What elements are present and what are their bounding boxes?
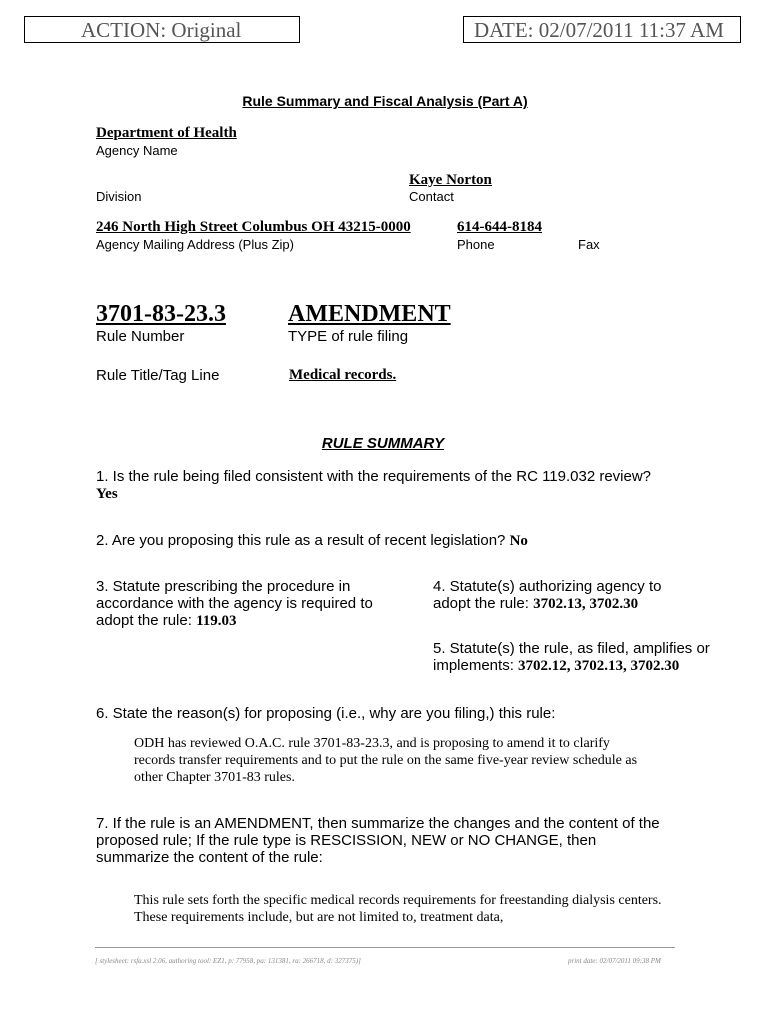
answer-6: ODH has reviewed O.A.C. rule 3701-83-23.3, and is proposing to amend it to clarify records transfer requirements and to put the rule on the same five-year review schedule as other Chapter 3701-83 rules.: [134, 736, 638, 785]
footer-divider: [95, 947, 675, 948]
question-4-text: 4. Statute(s) authorizing agency to adopt the rule:: [433, 578, 662, 612]
footer-print-date: print date: 02/07/2011 09:38 PM: [568, 957, 661, 965]
rule-type-label: TYPE of rule filing: [288, 328, 409, 345]
question-5: [433, 640, 733, 675]
question-5-text: 5. Statute(s) the rule, as filed, amplifies or implements:: [433, 640, 710, 674]
action-box: [24, 16, 300, 43]
footer-stylesheet-info: [ stylesheet: rsfa.xsl 2.06, authoring tool: EZ1, p: 77958, pa: 131381, ra: 266718, d: 327375)]: [95, 957, 361, 965]
contact-label: Contact: [409, 189, 454, 204]
agency-phone: 614-644-8184: [457, 219, 542, 235]
question-3: [96, 578, 388, 630]
answer-4: 3702.13, 3702.30: [533, 596, 639, 612]
answer-2: No: [509, 533, 528, 549]
agency-address: 246 North High Street Columbus OH 43215-0000: [96, 219, 411, 235]
question-3-text: 3. Statute prescribing the procedure in accordance with the agency is required to adopt the rule:: [96, 578, 373, 629]
page-title: Rule Summary and Fiscal Analysis (Part A): [242, 93, 528, 109]
question-2-text: 2. Are you proposing this rule as a result of recent legislation?: [96, 532, 506, 549]
answer-7: This rule sets forth the specific medical records requirements for freestanding dialysis centers. These requirements include, but are not limited to, treatment data,: [134, 893, 662, 925]
answer-5: 3702.12, 3702.13, 3702.30: [518, 658, 680, 674]
phone-label: Phone: [457, 237, 495, 252]
rule-number-label: Rule Number: [96, 328, 185, 345]
agency-name-label: Agency Name: [96, 143, 178, 158]
answer-1: Yes: [96, 486, 118, 502]
agency-name: Department of Health: [96, 125, 237, 141]
division-label: Division: [96, 189, 142, 204]
rule-type: AMENDMENT: [288, 301, 451, 327]
action-text: ACTION: Original: [81, 18, 242, 42]
date-text: DATE: 02/07/2011 11:37 AM: [474, 18, 724, 42]
question-1-text: 1. Is the rule being filed consistent with the requirements of the RC 119.032 review?: [96, 468, 652, 485]
address-label: Agency Mailing Address (Plus Zip): [96, 237, 294, 252]
question-7: 7. If the rule is an AMENDMENT, then summarize the changes and the content of the proposed rule; If the rule type is RESCISSION, NEW or NO CHANGE, then summarize the content of the rule:: [96, 815, 660, 866]
rule-summary-heading: RULE SUMMARY: [321, 435, 445, 452]
answer-3: 119.03: [196, 613, 237, 629]
question-6: 6. State the reason(s) for proposing (i.e., why are you filing,) this rule:: [96, 705, 556, 722]
question-2: [96, 532, 656, 550]
rule-number: 3701-83-23.3: [96, 301, 226, 327]
fax-label: Fax: [578, 237, 600, 252]
contact-name: Kaye Norton: [409, 172, 492, 188]
date-box: [463, 16, 741, 43]
rule-title: Medical records.: [289, 367, 397, 383]
rule-title-label: Rule Title/Tag Line: [96, 367, 220, 384]
question-1: [96, 468, 656, 503]
question-4: [433, 578, 701, 613]
